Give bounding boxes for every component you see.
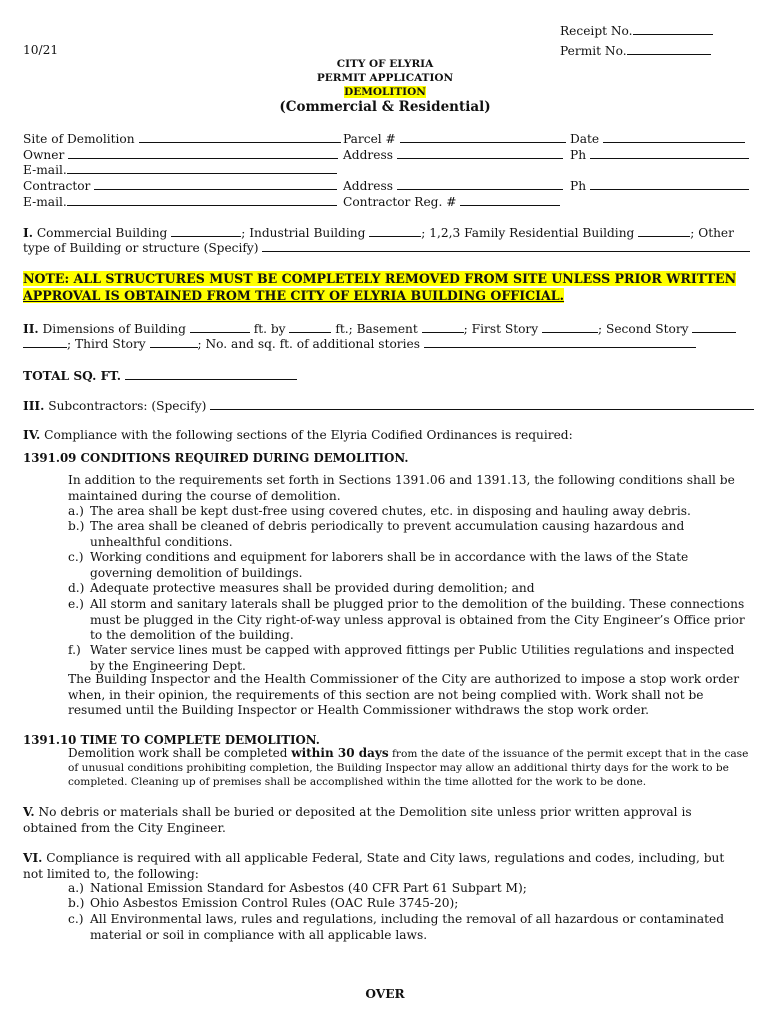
- heading-1391-09: 1391.09 CONDITIONS REQUIRED DURING DEMOLITION.: [23, 451, 409, 465]
- over-label: OVER: [365, 987, 405, 1001]
- second-story-blank-cont[interactable]: [23, 336, 67, 348]
- section-6: VI. Compliance is required with all applicable Federal, State and City laws, regulations and codes, including, but not limited to, the following:: [23, 851, 725, 881]
- condition-c: c.) Working conditions and equipment for laborers shall be in accordance with the laws of the State governing demolition of buildings.: [68, 550, 689, 580]
- note-line-2: APPROVAL IS OBTAINED FROM THE CITY OF ELYRIA BUILDING OFFICIAL.: [23, 288, 565, 303]
- form-title: PERMIT APPLICATION: [316, 72, 454, 84]
- form-scope: (Commercial & Residential): [279, 99, 491, 115]
- condition-f: f.) Water service lines must be capped with approved fittings per Public Utilities regulations and inspected by the Engineering Dept.: [68, 643, 735, 673]
- total-sq-ft-field[interactable]: TOTAL SQ. FT.: [23, 368, 297, 383]
- contractor-reg-field[interactable]: Contractor Reg. #: [343, 194, 560, 209]
- subcontractors-field[interactable]: III. Subcontractors: (Specify): [23, 398, 754, 413]
- parcel-field[interactable]: Parcel #: [343, 131, 566, 146]
- first-story-blank[interactable]: [542, 321, 598, 333]
- condition-b: b.) The area shall be cleaned of debris periodically to prevent accumulation causing hazardous and unhealthful conditions.: [68, 519, 685, 549]
- permit-no-field[interactable]: [560, 43, 711, 58]
- receipt-label: Receipt No.: [560, 24, 633, 38]
- text-1391-10: Demolition work shall be completed within 30 days from the date of the issuance of the permit except that in the case of unusual conditions prohibiting completion, the Building Inspector may allow an additional thirty days for the work to be completed. Cleaning up of premises shall be accomplished within the time allotted for the work to be done.: [68, 746, 749, 788]
- industrial-blank[interactable]: [369, 225, 421, 237]
- permit-label: Permit No.: [560, 44, 627, 58]
- section-2-dimensions: II. Dimensions of Building ft. by ft.; Basement ; First Story ; Second Story: [23, 321, 736, 336]
- dim-width-blank[interactable]: [190, 321, 250, 333]
- condition-d: d.) Adequate protective measures shall be provided during demolition; and: [68, 581, 535, 595]
- residential-blank[interactable]: [638, 225, 690, 237]
- commercial-blank[interactable]: [171, 225, 241, 237]
- structure-type-field[interactable]: type of Building or structure (Specify): [23, 240, 750, 255]
- section-1-building-type: I. Commercial Building ; Industrial Building ; 1,2,3 Family Residential Building ; Other: [23, 226, 734, 240]
- dim-length-blank[interactable]: [289, 321, 331, 333]
- condition-e: e.) All storm and sanitary laterals shall be plugged prior to the demolition of the building. These connections must be plugged in the City right-of-way unless approval is obtained from the City Engineer’s Office prior to the demolition of the building.: [68, 597, 745, 642]
- owner-field[interactable]: Owner: [23, 147, 338, 162]
- receipt-no-field[interactable]: [560, 23, 713, 38]
- second-story-blank[interactable]: [692, 321, 736, 333]
- heading-1391-10: 1391.10 TIME TO COMPLETE DEMOLITION.: [23, 733, 320, 747]
- section-4: IV. Compliance with the following sections of the Elyria Codified Ordinances is required:: [23, 428, 573, 442]
- contractor-address-field[interactable]: Address: [343, 178, 563, 193]
- third-story-blank[interactable]: [150, 336, 198, 348]
- owner-phone-field[interactable]: Ph: [570, 147, 749, 162]
- section-2-stories: ; Third Story ; No. and sq. ft. of additional stories: [23, 336, 696, 351]
- closing-1391-09: The Building Inspector and the Health Commissioner of the City are authorized to impose a stop work order when, in their opinion, the requirements of this section are not being complied with. Work shall not be resumed until the Building Inspector or Health Commissioner withdraws the stop work order.: [68, 672, 740, 717]
- contractor-phone-field[interactable]: Ph: [570, 178, 749, 193]
- city-title: CITY OF ELYRIA: [336, 58, 434, 70]
- date-code: 10/21: [23, 43, 59, 57]
- intro-1391-09: In addition to the requirements set forth in Sections 1391.06 and 1391.13, the following conditions shall be maintained during the course of demolition.: [68, 473, 735, 503]
- additional-stories-blank[interactable]: [424, 336, 696, 348]
- owner-email-field[interactable]: E-mail.: [23, 162, 337, 177]
- form-type: DEMOLITION: [344, 86, 426, 98]
- law-b: b.) Ohio Asbestos Emission Control Rules (OAC Rule 3745-20);: [68, 896, 459, 910]
- site-field[interactable]: Site of Demolition: [23, 131, 341, 146]
- law-a: a.) National Emission Standard for Asbestos (40 CFR Part 61 Subpart M);: [68, 881, 527, 895]
- contractor-email-field[interactable]: E-mail.: [23, 194, 337, 209]
- basement-blank[interactable]: [422, 321, 464, 333]
- date-field[interactable]: Date: [570, 131, 745, 146]
- section-5: V. No debris or materials shall be buried or deposited at the Demolition site unless prior written approval is obtained from the City Engineer.: [23, 805, 692, 835]
- condition-a: a.) The area shall be kept dust-free using covered chutes, etc. in disposing and hauling away debris.: [68, 504, 691, 518]
- contractor-field[interactable]: Contractor: [23, 178, 337, 193]
- owner-address-field[interactable]: Address: [343, 147, 563, 162]
- law-c: c.) All Environmental laws, rules and regulations, including the removal of all hazardous or contaminated material or soil in compliance with all applicable laws.: [68, 912, 725, 942]
- note-line-1: NOTE: ALL STRUCTURES MUST BE COMPLETELY REMOVED FROM SITE UNLESS PRIOR WRITTEN: [23, 271, 737, 286]
